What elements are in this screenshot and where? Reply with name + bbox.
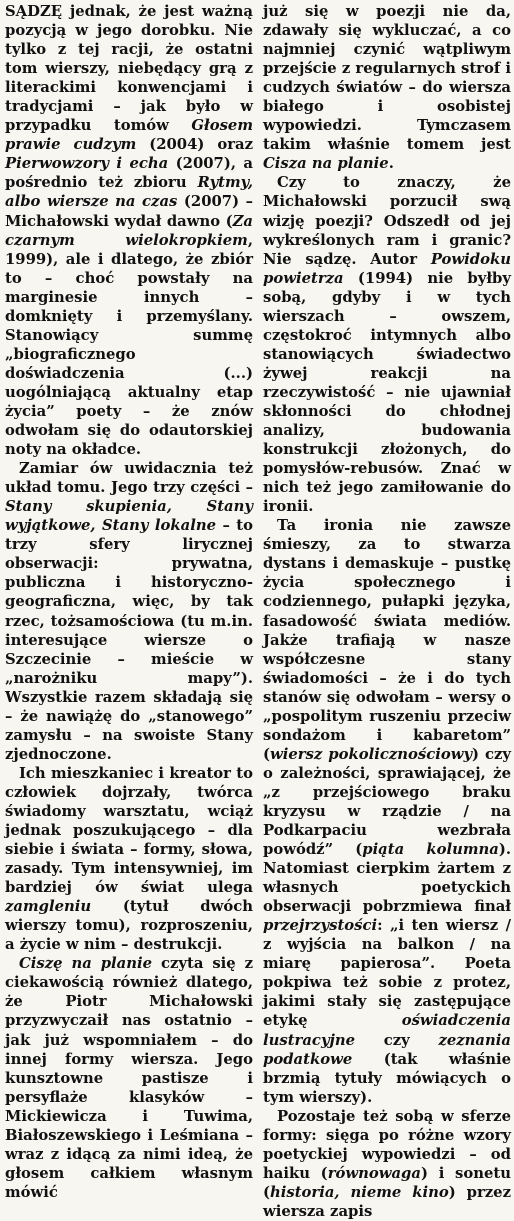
text-run: Ich mieszkaniec i kreator to człowiek dojrzały, twórca świadomy warsztatu, wciąż jednak poszukującego – dla siebie i świata – formy, słowa, zasady. Tym intensywniej, im bardziej ów świat ulega	[5, 764, 253, 897]
text-run: .	[388, 155, 394, 173]
italic-title-run: Pierwowzory i echa	[5, 155, 169, 173]
text-run: ) czy o zależności, sprawiającej, że „z przejściowego braku kryzysu w rządzie / na Podkarpaciu wezbrała powódź” (	[263, 745, 511, 859]
text-run: (2007), a pośrednio też zbioru	[5, 155, 253, 192]
italic-title-run: Powidoku powietrza	[263, 250, 511, 287]
italic-title-run: Stany skupienia, Stany wyjątkowe, Stany lokalne	[5, 498, 253, 535]
italic-title-run: wiersz pokolicznościowy	[270, 745, 473, 763]
italic-title-run: historia, nieme kino	[270, 1183, 449, 1201]
text-run: ) i sonetu (	[263, 1164, 511, 1201]
italic-title-run: Za czarnym wielokropkiem	[5, 212, 253, 249]
italic-title-run: równowaga	[327, 1164, 421, 1182]
text-run: – to trzy sfery lirycznej obserwacji: prywatna, publiczna i historyczno-geograficzna, więc, by tak rzec, tożsamościowa (tu m.in. interesujące wiersze o Szczecinie – mieście w „narożniku mapy”). Wszystkie razem składają się – że nawiążę do „stanowego” zamysłu – na swoiste Stany zjednoczone.	[5, 517, 253, 763]
text-run: Ta ironia nie zawsze śmieszy, za to stwarza dystans i demaskuje – pustkę życia społecznego i codziennego, pułapki języka, fasadowość świata mediów. Jakże trafiają w nasze współczesne stany świadomości – że i do tych stanów się odwołam – wersy o „pospolitym ruszeniu przeciw sondażom i kabaretom” (	[263, 517, 511, 763]
text-run: (2004) oraz	[136, 136, 253, 154]
text-run: czy	[355, 1031, 439, 1049]
italic-title-run: Ciszę na planie	[19, 955, 153, 973]
italic-title-run: Rytmy, albo wiersze na czas	[5, 174, 253, 211]
italic-title-run: zamgleniu	[5, 898, 92, 916]
paragraph-5	[263, 2, 511, 173]
paragraph-6	[263, 173, 511, 516]
italic-title-run: Cisza na planie	[263, 155, 389, 173]
text-run: ) przez wiersza zapis	[263, 1183, 511, 1220]
paragraph-7	[263, 516, 511, 1106]
paragraph-4	[5, 954, 253, 1202]
text-run: (tytuł dwóch wierszy tomu), rozproszeniu, a życie w nim – destrukcji.	[5, 898, 253, 954]
article-column-left	[5, 2, 253, 1201]
text-run: , 1999), ale i dlatego, że zbiór to – choć powstały na marginesie innych – domknięty i przemyślany. Stanowiący summę „biograficznego doświadczenia (...) uogólniającą aktualny etap życia” poety – że znów odwołam się do odautorskiej noty na okładce.	[5, 231, 253, 459]
italic-title-run: przejrzystości	[263, 917, 378, 935]
paragraph-8	[263, 1107, 511, 1221]
italic-title-run: piąta kolumna	[362, 841, 499, 859]
italic-title-run: Głosem prawie cudzym	[5, 117, 253, 154]
italic-title-run: zeznania podatkowe	[263, 1031, 511, 1068]
text-run: ). Natomiast cierpkim żartem z własnych poetyckich obserwacji pobrzmiewa finał	[263, 841, 511, 916]
text-run: Czy to znaczy, że Michałowski porzucił swą wizję poezji? Odszedł od jej wykreślonych ram i granic? Nie sądzę. Autor	[263, 174, 511, 268]
text-run: SĄDZĘ jednak, że jest ważną pozycją w jego dorobku. Nie tylko z tej racji, że ostatni tom wierszy, niebędący grą z literackimi konwencjami i tradycjami – jak było w przypadku tomów	[5, 3, 253, 135]
paragraph-3	[5, 764, 253, 954]
paragraph-1	[5, 2, 253, 459]
article-column-right	[263, 2, 511, 1220]
text-run: Pozostaje też sobą w sferze formy: sięga po różne wzory poetyckiej wypowiedzi – od haiku (	[263, 1107, 511, 1182]
text-run: (tak właśnie brzmią tytuły mówiących o tym wierszy).	[263, 1050, 511, 1106]
paragraph-2	[5, 459, 253, 764]
text-run: (1994) nie byłby sobą, gdyby i w tych wierszach – owszem, częstokroć intymnych albo stanowiących świadectwo żywej reakcji na rzeczywistość – nie ujawniał skłonności do chłodnej analizy, budowania konstrukcji złożonych, do pomysłów-rebusów. Znać w nich też jego zamiłowanie do ironii.	[263, 269, 511, 516]
text-run: czyta się z ciekawością również dlatego, że Piotr Michałowski przyzwyczaił nas ostatnio – jak już wspomniałem – do innej formy wiersza. Jego kunsztowne pastisze i persyflaże klasyków – Mickiewicza i Tuwima, Białoszewskiego i Leśmiana – wraz z idącą za nimi ideą, że głosem całkiem własnym mówić	[5, 955, 253, 1201]
italic-title-run: oświadczenia lustracyjne	[263, 1012, 511, 1049]
text-run: : „i ten wiersz / z wyjścia na balkon / na miarę papierosa”. Poeta pokpiwa też sobie z protez, jakimi stały się zastępujące etykę	[263, 917, 511, 1030]
text-run: Zamiar ów uwidacznia też układ tomu. Jego trzy części –	[5, 460, 253, 497]
text-run: już się w poezji nie da, zdawały się wykluczać, a co najmniej czynić wątpliwym przejście z regularnych strof i cudzych światów – do wiersza białego i osobistej wypowiedzi. Tymczasem takim właśnie tomem jest	[263, 3, 511, 154]
text-run: (2007) – Michałowski wydał dawno (	[5, 193, 253, 230]
